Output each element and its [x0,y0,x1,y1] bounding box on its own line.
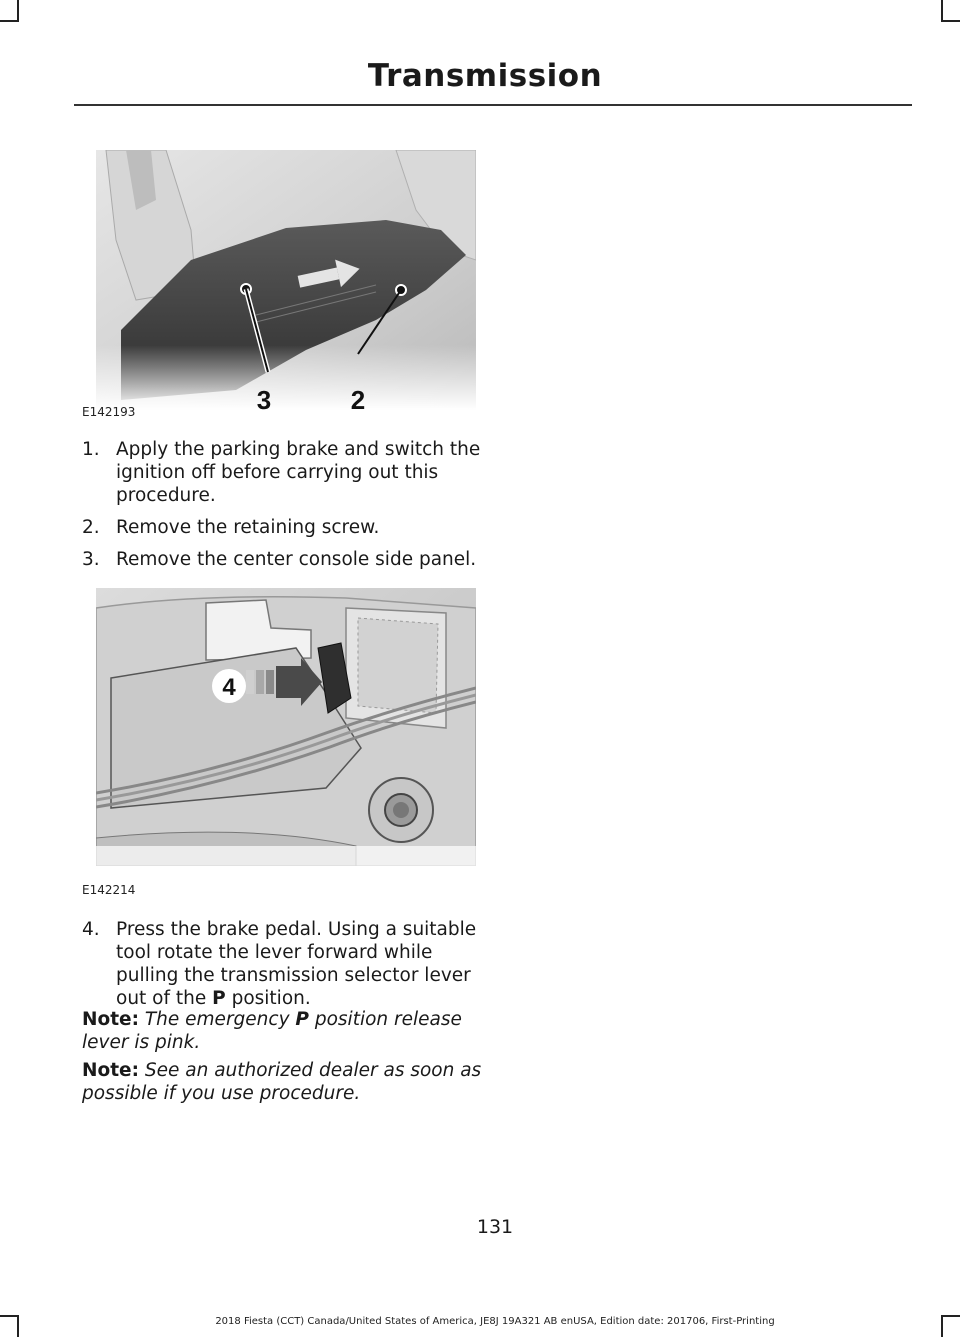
note-dealer [82,1059,482,1105]
list-item [82,438,482,507]
page-number: 131 [476,1216,514,1238]
list-item [82,918,482,1010]
step-text: Press the brake pedal. Using a suitable tool rotate the lever forward while pulling the transmission selector lever out of the [116,919,477,1009]
selector-lever-illustration [96,588,476,866]
step-number: 4. [82,919,100,940]
crop-mark [17,0,19,22]
note-pink-lever [82,1008,482,1054]
console-side-panel-illustration [96,150,476,410]
list-item [82,516,482,539]
step-text: Remove the retaining screw. [116,517,380,538]
figure-code: E142214 [82,883,136,897]
footer-edition: 2018 Fiesta (CCT) Canada/United States of America, JE8J 19A321 AB enUSA, Edition date: 201706, First-Printing [215,1316,775,1327]
figure-code: E142193 [82,405,136,419]
note-label: Note: [82,1060,139,1081]
callout-3: 3 [256,385,272,410]
steps-list [82,438,482,580]
step-text: Remove the center console side panel. [116,549,477,570]
step-number: 1. [82,439,100,460]
note-text: See an authorized dealer as soon as possible if you use procedure. [82,1060,482,1104]
step-number: 2. [82,517,100,538]
note-text: The emergency [138,1009,296,1030]
crop-mark [941,0,943,22]
steps-list [82,918,482,1019]
position-p: P [212,988,226,1009]
crop-mark [0,20,19,22]
step-text: position. [225,988,311,1009]
note-text: position release lever is pink. [82,1009,462,1053]
crop-mark [941,20,960,22]
note-label: Note: [82,1009,139,1030]
callout-4: 4 [222,674,236,701]
page-title: Transmission [367,58,603,94]
list-item [82,548,482,571]
position-p: P [295,1009,309,1030]
callout-2: 2 [350,385,366,410]
header-divider [74,104,912,106]
step-number: 3. [82,549,100,570]
step-text: Apply the parking brake and switch the ignition off before carrying out this procedure. [116,439,481,506]
